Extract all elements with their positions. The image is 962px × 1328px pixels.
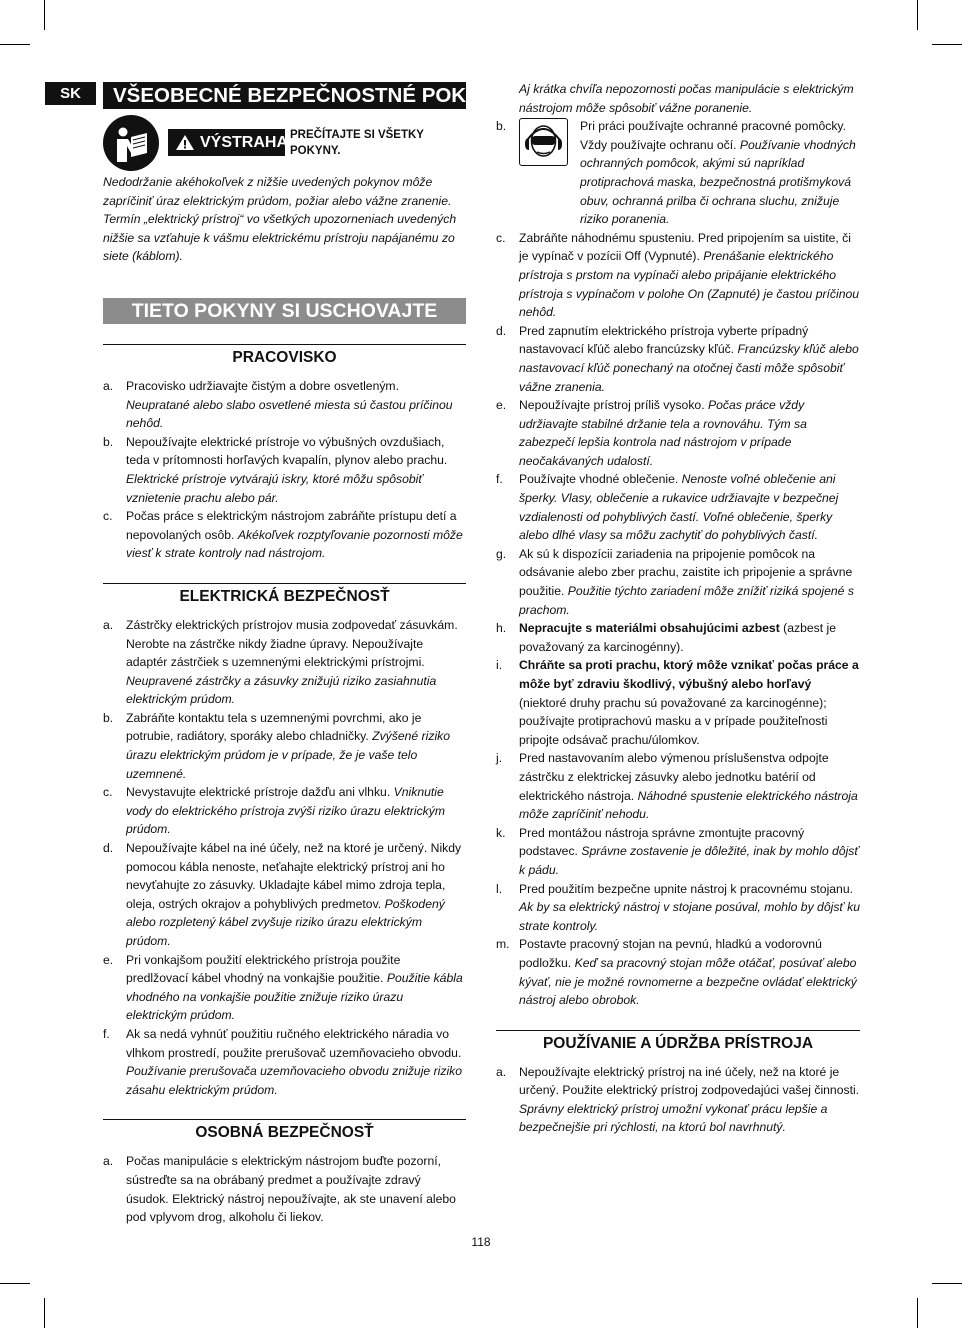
warning-label: VÝSTRAHA xyxy=(200,134,289,151)
eye-protection-icon xyxy=(519,118,568,166)
list-item: d. Nepoužívajte kábel na iné účely, než na ktoré je určený. Nikdy pomocou kábla nenoste, neťahajte elektrický prístroj ani ho nevyťahujte zo zásuvky. Ukladajte kábel mimo zdroja tepla, oleja, ostrých okrajov a pohyblivých predmetov. Poškodený alebo rozpletený kábel zvyšuje riziko úrazu elektrickým prúdom. xyxy=(103,841,462,948)
list-item: c. Počas práce s elektrickým nástrojom zabráňte prístupu detí a nepovolaných osôb. Akékoľvek rozptyľovanie pozornosti môže viesť k strate kontroly nad nástrojom. xyxy=(103,509,463,561)
read-manual-icon xyxy=(103,115,159,171)
language-tab: SK xyxy=(45,82,96,105)
warning-intro: Nedodržanie akéhokoľvek z nižšie uvedených pokynov môže zapríčiniť úraz elektrickým prúdom, požiar alebo vážne zranenie. Termín „elektrický prístroj“ vo všetkých upozorneniach uvedených nižšie sa vzťahuje k vášmu elektrickému prístroju napájanému zo siete (káblom). xyxy=(103,175,457,264)
list-item: c. Zabráňte náhodnému spusteniu. Pred pripojením sa uistite, či je vypínač v pozícii Off (Vypnuté). Prenášanie elektrického prístroja s prstom na vypínači alebo pripájanie elektrického prístroja s vypínačom v polohe On (Zapnuté) je častou príčinou nehôd. xyxy=(496,230,860,320)
list-item: a. Zástrčky elektrických prístrojov musia zodpovedať zásuvkám. Nerobte na zástrčke nikdy žiadne úpravy. Nepoužívajte adaptér zástrčiek s uzemnenými elektrickými prístrojmi. Neupravené zástrčky a zásuvky znižujú riziko zasiahnutia elektrickým prúdom. xyxy=(103,617,458,707)
warning-block xyxy=(103,115,466,173)
crop-mark xyxy=(932,1283,962,1284)
list-item: a. Pracovisko udržiavajte čistým a dobre osvetleným. Neupratané alebo slabo osvetlené miesta sú častou príčinou nehôd. xyxy=(103,378,453,431)
list-item: j. Pred nastavovaním alebo výmenou príslušenstva odpojte zástrčku z elektrickej zásuvky alebo jednotku batérií od elektrického nástroja. Náhodné spustenie elektrického nástroja môže zapríčiniť nehodu. xyxy=(496,751,858,822)
crop-mark xyxy=(917,0,918,30)
list-item: b. Pri práci používajte ochranné pracovné pomôcky. Vždy používajte ochranu očí. Používanie vhodných ochranných pomôcok, akými sú napríklad protiprachová maska, bezpečnostná protišmyková obuv, ochranná prilba či ochrana sluchu, znižuje riziko poranenia. xyxy=(496,119,856,227)
electrical-list xyxy=(103,616,466,1099)
main-title: VŠEOBECNÉ BEZPEČNOSTNÉ POKYNY xyxy=(103,82,466,109)
left-column xyxy=(103,80,509,1227)
section-title-work-area: PRACOVISKO xyxy=(103,344,466,371)
crop-mark xyxy=(932,44,962,45)
list-item-continued: Aj krátka chvíľa nepozornosti počas manipulácie s elektrickým nástrojom môže spôsobiť vážne poranenie. xyxy=(519,82,854,115)
list-item: e. Pri vonkajšom použití elektrického prístroja použite predlžovací kábel vhodný na vonkajšie použitie. Použitie kábla vhodného na vonkajšie použitie znižuje riziko úrazu elektrickým prúdom. xyxy=(103,952,463,1023)
list-item: k. Pred montážou nástroja správne zmontujte pracovný podstavec. Správne zostavenie je dôležité, inak by mohlo dôjsť k pádu. xyxy=(496,825,859,877)
list-item: i. Chráňte sa proti prachu, ktorý môže vznikať počas práce a môže byť zdraviu škodlivý, výbušný alebo horľavý (niektoré druhy prachu sú považované za karcinogénne); používajte protiprachovú masku a v prípade použiteľnosti pripojte odsávač prachu/úlomkov. xyxy=(496,658,859,747)
list-item: f. Používajte vhodné oblečenie. Nenoste voľné oblečenie ani šperky. Vlasy, oblečenie a rukavice udržiavajte v bezpečnej vzdialenosti od pohyblivých častí. Voľné oblečenie, šperky alebo dlhé vlasy sa môžu zachytiť do pohyblivých častí. xyxy=(496,472,839,543)
section-title-use-care: POUŽÍVANIE A ÚDRŽBA PRÍSTROJA xyxy=(496,1030,860,1057)
list-item: c. Nevystavujte elektrické prístroje dažďu ani vlhku. Vniknutie vody do elektrického prístroja zvýši riziko úrazu elektrickým prúdom. xyxy=(103,785,446,837)
list-item: m. Postavte pracovný stojan na pevnú, hladkú a vodorovnú podložku. Keď sa pracovný stojan môže otáčať, posúvať alebo kývať, nie je možné rovnomerne a bezpečne ovládať elektrický nástroj alebo obrobok. xyxy=(496,937,857,1008)
list-item: a. Počas manipulácie s elektrickým nástrojom buďte pozorní, sústreďte sa na obrábaný predmet a používajte zdravý úsudok. Elektrický nástroj nepoužívajte, ak ste unavení alebo pod vplyvom drog, alkoholu či liekov. xyxy=(103,1154,456,1225)
list-item: a. Nepoužívajte elektrický prístroj na iné účely, než na ktoré je určený. Použite elektrický prístroj zodpovedajúci vašej činnosti. Správny elektrický prístroj umožní vykonať prácu lepšie a bezpečnejšie pri rýchlosti, na ktorú bol navrhnutý. xyxy=(496,1064,860,1135)
warning-triangle-icon xyxy=(175,134,195,151)
crop-mark xyxy=(0,1283,30,1284)
use-care-list xyxy=(496,1063,860,1137)
save-instructions-banner: TIETO POKYNY SI USCHOVAJTE xyxy=(103,298,466,324)
list-item: e. Nepoužívajte prístroj príliš vysoko. Počas práce vždy udržiavajte stabilné držanie tela a rovnováhu. Tým sa zabezpečí lepšia kontrola nad nástrojom v prípade neočakávaných udalostí. xyxy=(496,398,807,468)
crop-mark xyxy=(0,44,30,45)
list-item: d. Pred zapnutím elektrického prístroja vyberte prípadný nastavovací kľúč alebo francúzsky kľúč. Francúzsky kľúč alebo nastavovací kľúč ponechaný na otočnej časti môže spôsobiť vážne zranenia. xyxy=(496,323,859,394)
crop-mark xyxy=(44,0,45,30)
work-area-list xyxy=(103,377,466,563)
right-column xyxy=(496,80,860,1137)
list-item: h. Nepracujte s materiálmi obsahujúcimi azbest (azbest je považovaný za karcinogénny). xyxy=(496,621,836,654)
crop-mark xyxy=(44,1298,45,1328)
read-instructions-text: PREČÍTAJTE SI VŠETKY POKYNY. xyxy=(290,129,424,157)
warning-label-box xyxy=(168,129,289,156)
section-title-electrical: ELEKTRICKÁ BEZPEČNOSŤ xyxy=(103,583,466,610)
personal-list-continued xyxy=(496,80,860,1010)
list-item: b. Zabráňte kontaktu tela s uzemnenými povrchmi, ako je potrubie, radiátory, sporáky alebo chladničky. Zvýšené riziko úrazu elektrickým prúdom je v prípade, že je vaše telo uzemnené. xyxy=(103,710,451,781)
section-title-personal: OSOBNÁ BEZPEČNOSŤ xyxy=(103,1119,466,1146)
list-item: l. Pred použitím bezpečne upnite nástroj k pracovnému stojanu. Ak by sa elektrický nástroj v stojane posúval, mohlo by dôjsť ku strate kontroly. xyxy=(496,881,860,933)
list-item: f. Ak sa nedá vyhnúť použitiu ručného elektrického náradia vo vlhkom prostredí, použite prerušovač uzemňovacieho obvodu. Používanie prerušovača uzemňovacieho obvodu znižuje riziko zásahu elektrickým prúdom. xyxy=(103,1026,463,1097)
page-number: 118 xyxy=(471,1235,491,1249)
list-item: g. Ak sú k dispozícii zariadenia na pripojenie pomôcok na odsávanie alebo zber prachu, zaistite ich pripojenie a správne použitie. Použitie týchto zariadení môže znížiť riziká spojené s prachom. xyxy=(496,546,854,617)
personal-list-start xyxy=(103,1152,466,1226)
crop-mark xyxy=(917,1298,918,1328)
list-item: b. Nepoužívajte elektrické prístroje vo výbušných ovzdušiach, teda v prítomnosti horľavých kvapalín, plynov alebo prachu. Elektrické prístroje vytvárajú iskry, ktoré môžu spôsobiť vznietenie prachu alebo pár. xyxy=(103,434,448,505)
